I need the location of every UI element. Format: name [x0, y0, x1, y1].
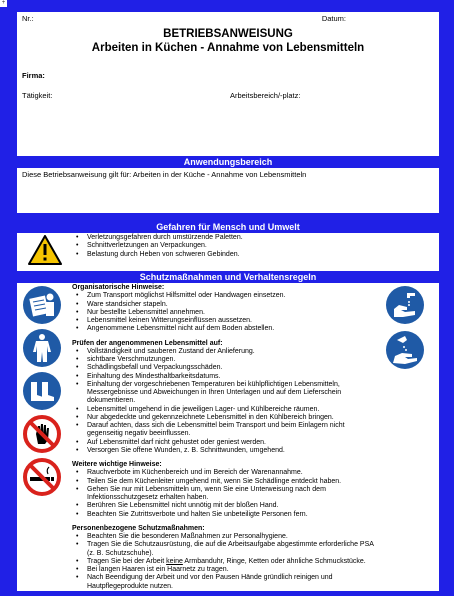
warning-icon	[17, 233, 72, 271]
protective-clothing-icon	[22, 328, 62, 368]
list-item: • Beachten Sie die besonderen Maßnahmen zur Personalhygiene.	[72, 533, 377, 541]
scope-heading: Anwendungsbereich	[17, 156, 439, 168]
list-item: • Beachten Sie Zutrittsverbote und halten Sie unbeteiligte Personen fern.	[72, 511, 377, 519]
list-item: • Einhaltung der vorgeschriebenen Temperaturen bei kühlpflichtigen Lebensmitteln, Messergebnisse und Abweichungen in Ihren Unterlagen und auf dem Lieferschein dokumentieren.	[72, 381, 377, 406]
right-icon-column	[385, 285, 431, 375]
list-item: • Schädlingsbefall und Verpackungsschäden.	[72, 364, 377, 372]
protection-section	[17, 283, 439, 591]
list-item: • Angenommene Lebensmittel nicht auf dem Boden abstellen.	[72, 325, 377, 333]
personal-list	[72, 533, 377, 591]
nr-label: Nr.:	[22, 14, 34, 23]
check-heading: Prüfen der angenommenen Lebensmittel auf:	[72, 339, 223, 347]
list-item: • Schnittverletzungen an Verpackungen.	[72, 242, 243, 250]
section-divider	[17, 213, 439, 221]
protection-heading: Schutzmaßnahmen und Verhaltensregeln	[17, 271, 439, 283]
list-item: • Auf Lebensmittel darf nicht gehustet oder geniest werden.	[72, 439, 377, 447]
header-section	[17, 12, 439, 156]
list-item: • Nur abgedeckte und gekennzeichnete Lebensmittel in den Kühlbereich bringen.	[72, 414, 377, 422]
list-item: • Gehen Sie nur mit Lebensmitteln um, wenn Sie eine Unterweisung nach dem Infektionsschutzgesetz erhalten haben.	[72, 486, 377, 503]
hazards-heading: Gefahren für Mensch und Umwelt	[17, 221, 439, 233]
hazards-section	[17, 233, 439, 271]
list-item: • Teilen Sie dem Küchenleiter umgehend mit, wenn Sie Schädlinge entdeckt haben.	[72, 478, 377, 486]
list-item: • Lebensmittel umgehend in die jeweiligen Lager- und Kühlbereiche räumen.	[72, 406, 377, 414]
datum-label: Datum:	[321, 14, 346, 23]
list-item: • Zum Transport möglichst Hilfsmittel oder Handwagen einsetzen.	[72, 292, 377, 300]
list-item: • Nur bestellte Lebensmittel annehmen.	[72, 309, 377, 317]
list-item: • Lebensmittel keinen Witterungseinflüssen aussetzen.	[72, 317, 377, 325]
protection-text	[72, 283, 439, 591]
jewelry-prefix: Tragen Sie bei der Arbeit	[87, 557, 167, 565]
scope-text: Diese Betriebsanweisung gilt für: Arbeiten in der Küche - Annahme von Lebensmitteln	[22, 170, 307, 179]
no-smoking-icon	[22, 457, 62, 497]
jewelry-underlined: keine	[166, 557, 183, 565]
list-item: • Belastung durch Heben von schweren Gebinden.	[72, 251, 243, 259]
list-item: • Berühren Sie Lebensmittel nicht unnötig mit der bloßen Hand.	[72, 502, 377, 510]
safety-boots-icon	[22, 371, 62, 411]
document-subtitle: Arbeiten in Küchen - Annahme von Lebensmitteln	[91, 42, 365, 55]
hazards-list	[72, 233, 243, 271]
check-list	[72, 348, 377, 455]
more-list	[72, 469, 377, 519]
list-item: • Ware standsicher stapeln.	[72, 301, 377, 309]
org-list	[72, 292, 377, 333]
list-item: • Nach Beendigung der Arbeit und vor den Pausen Hände gründlich reinigen und Hautpflegeprodukte nutzen.	[72, 574, 377, 591]
taetigkeit-row	[22, 92, 434, 101]
org-heading: Organisatorische Hinweise:	[72, 284, 165, 291]
jewelry-suffix: Armbanduhr, Ringe, Ketten oder ähnliche Schmuckstücke.	[182, 557, 366, 565]
nr-datum-row	[22, 15, 434, 24]
wash-hands-icon	[385, 285, 425, 325]
list-item: • Darauf achten, dass sich die Lebensmittel beim Transport und beim Einlagern nicht gegenseitig negativ beeinflussen.	[72, 422, 377, 439]
list-item: • Rauchverbote im Küchenbereich und im Bereich der Warenannahme.	[72, 469, 377, 477]
list-item: • sichtbare Verschmutzungen.	[72, 356, 377, 364]
list-item: • Tragen Sie die Schutzausrüstung, die auf die Arbeitsaufgabe abgestimmte erforderliche PSA (z. B. Schutzschuhe).	[72, 541, 377, 558]
personal-heading: Personenbezogene Schutzmaßnahmen:	[72, 524, 205, 532]
list-item: • Versorgen Sie offene Wunden, z. B. Schnittwunden, umgehend.	[72, 447, 377, 455]
firma-label: Firma:	[22, 70, 45, 80]
arbeitsbereich-label: Arbeitsbereich/-platz:	[230, 90, 301, 100]
read-manual-icon	[22, 285, 62, 325]
list-item: • Bei langen Haaren ist ein Haarnetz zu tragen.	[72, 566, 377, 574]
corner-mark: +	[1, 0, 6, 6]
document-body	[17, 12, 439, 591]
list-item: • Einhaltung des Mindesthaltbarkeitsdatums.	[72, 373, 377, 381]
list-item: • Verletzungsgefahren durch umstürzende Paletten.	[72, 234, 243, 242]
more-heading: Weitere wichtige Hinweise:	[72, 461, 162, 468]
list-item: • Vollständigkeit und sauberen Zustand der Anlieferung.	[72, 348, 377, 356]
list-item	[72, 558, 377, 566]
no-touch-icon	[22, 414, 62, 454]
taetigkeit-label: Tätigkeit:	[22, 90, 53, 100]
hand-cream-icon	[385, 330, 425, 370]
left-icon-column	[17, 283, 72, 591]
document-title: BETRIEBSANWEISUNG	[163, 27, 293, 40]
